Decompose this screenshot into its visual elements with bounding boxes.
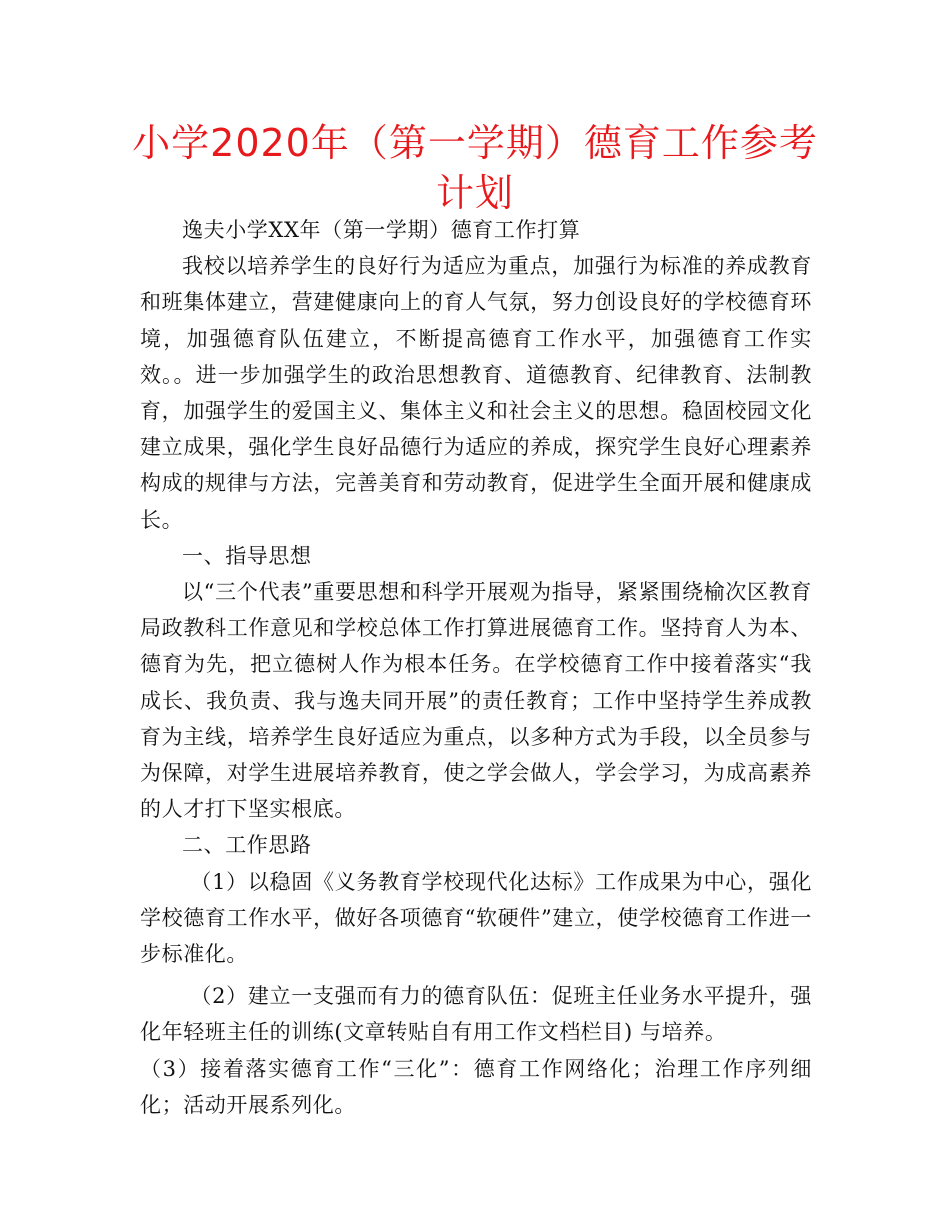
- document-title: 小学2020年（第一学期）德育工作参考计划: [132, 121, 818, 215]
- intro-paragraph: 我校以培养学生的良好行为适应为重点，加强行为标准的养成教育和班集体建立，营建健康向上的育人气氛，努力创设良好的学校德育环境，加强德育队伍建立，不断提高德育工作水平，加强德育工作实效。。进一步加强学生的政治思想教育、道德教育、纪律教育、法制教育，加强学生的爱国主义、集体主义和社会主义的思想。稳固校园文化建立成果，强化学生良好品德行为适应的养成，探究学生良好心理素养构成的规律与方法，完善美育和劳动教育，促进学生全面开展和健康成长。: [140, 254, 812, 532]
- work-idea-item-3: （3）接着落实德育工作“三化”：德育工作网络化；治理工作序列细化；活动开展系列化。: [140, 1056, 812, 1117]
- section-heading-work-ideas: 二、工作思路: [182, 833, 312, 858]
- document-body: [140, 212, 812, 1123]
- work-idea-item-2: （2）建立一支强而有力的德育队伍：促班主任业务水平提升，强化年轻班主任的训练(文章转贴自有用工作文档栏目) 与培养。: [140, 984, 812, 1045]
- work-idea-item-1: （1）以稳固《义务教育学校现代化达标》工作成果为中心，强化学校德育工作水平，做好各项德育“软硬件”建立，使学校德育工作进一步标准化。: [140, 869, 812, 967]
- subtitle-line: 逸夫小学XX年（第一学期）德育工作打算: [182, 218, 581, 242]
- guiding-ideology-paragraph: 以“三个代表”重要思想和科学开展观为指导，紧紧围绕榆次区教育局政教科工作意见和学校总体工作打算进展德育工作。坚持育人为本、德育为先，把立德树人作为根本任务。在学校德育工作中接着落实“我成长、我负责、我与逸夫同开展”的责任教育；工作中坚持学生养成教育为主线，培养学生良好适应为重点，以多种方式为手段，以全员参与为保障，对学生进展培养教育，使之学会做人，学会学习，为成高素养的人才打下坚实根底。: [140, 580, 812, 822]
- section-heading-guiding-ideology: 一、指导思想: [182, 543, 312, 568]
